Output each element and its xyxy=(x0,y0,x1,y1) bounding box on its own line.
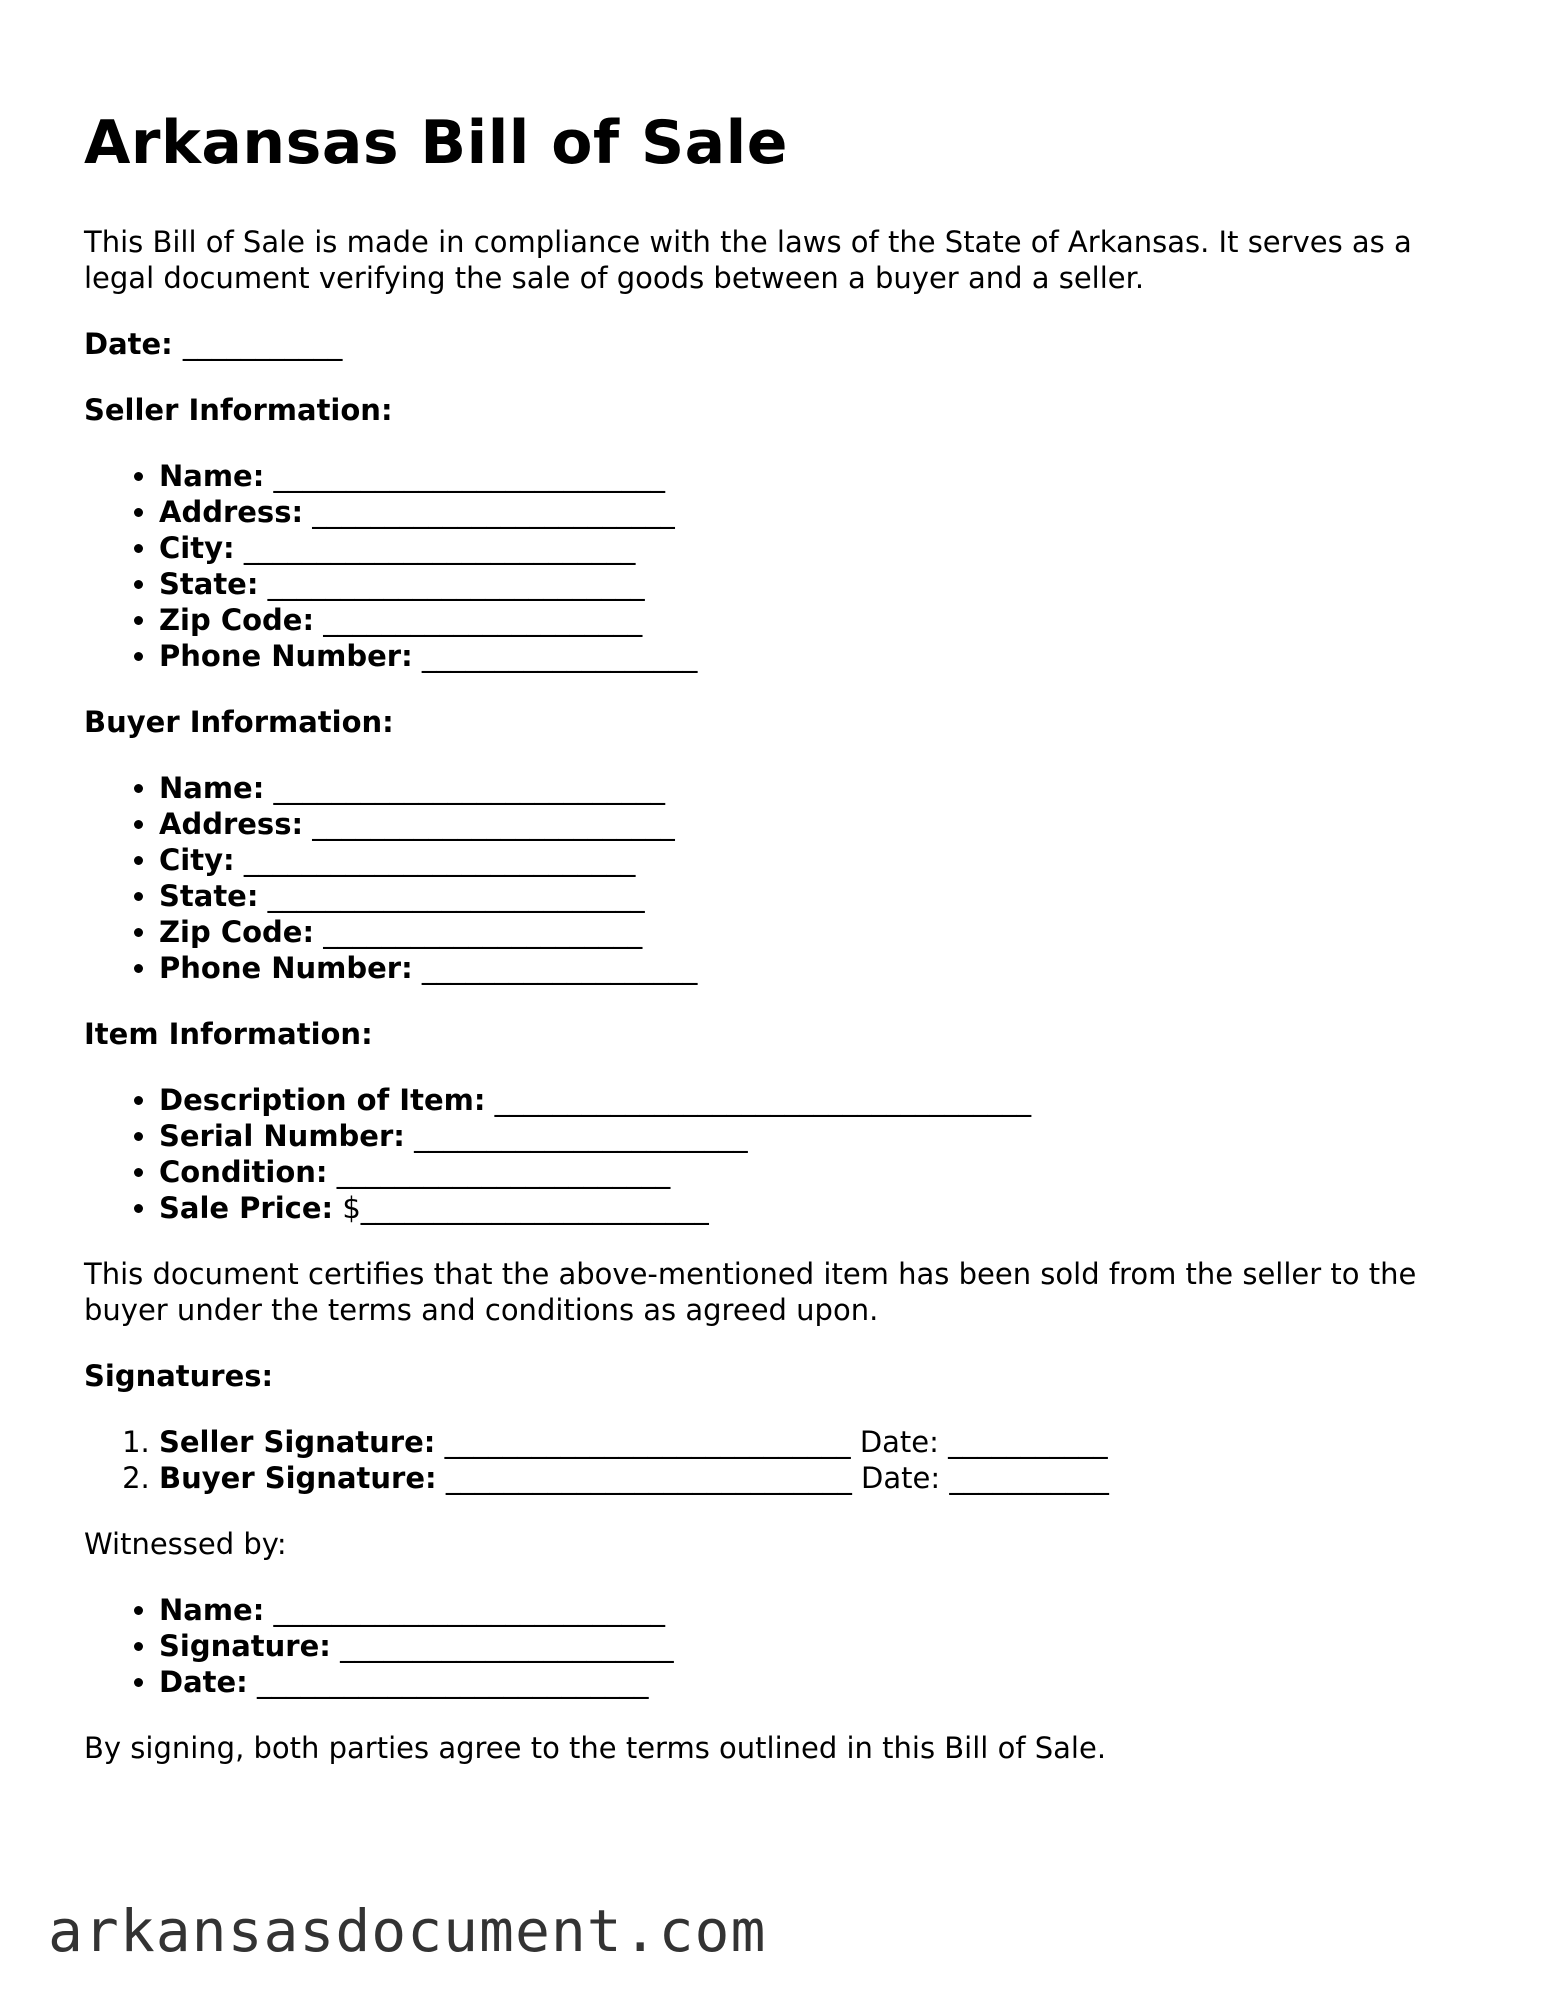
field-blank[interactable]: ______________________ xyxy=(323,915,643,949)
witness-signature-field xyxy=(159,1628,1474,1664)
intro-paragraph: This Bill of Sale is made in compliance with the laws of the State of Arkansas. It serves as a legal document verifying the sale of goods between a buyer and a seller. xyxy=(84,225,1412,295)
field-label: Date: xyxy=(159,1665,248,1699)
document-title: Arkansas Bill of Sale xyxy=(84,108,788,178)
seller-state-field xyxy=(159,566,1474,602)
buyer-signature-row xyxy=(159,1460,1474,1496)
signature-blank[interactable]: ____________________________ xyxy=(444,1425,851,1459)
item-heading: Item Information: xyxy=(84,1017,373,1051)
buyer-address-field xyxy=(159,806,1474,842)
item-description-field xyxy=(159,1082,1474,1118)
field-blank[interactable]: _______________________ xyxy=(336,1155,671,1189)
buyer-name-field xyxy=(159,770,1474,806)
field-label: City: xyxy=(159,531,235,565)
certification-paragraph: This document certifies that the above-mentioned item has been sold from the seller to the buyer under the terms and conditions as agreed upon. xyxy=(84,1257,1417,1327)
field-label: Phone Number: xyxy=(159,951,413,985)
seller-heading: Seller Information: xyxy=(84,393,393,427)
field-label: Serial Number: xyxy=(159,1119,405,1153)
signature-date-label: Date: xyxy=(859,1425,939,1459)
buyer-phone-field xyxy=(159,950,1474,986)
field-label: Phone Number: xyxy=(159,639,413,673)
document-page xyxy=(84,0,1474,1766)
field-label: State: xyxy=(159,567,259,601)
field-label: Signature: xyxy=(159,1629,331,1663)
buyer-fields xyxy=(84,770,1474,986)
item-serial-field xyxy=(159,1118,1474,1154)
closing-paragraph: By signing, both parties agree to the terms outlined in this Bill of Sale. xyxy=(84,1731,1107,1765)
signature-label: Seller Signature: xyxy=(159,1425,436,1459)
signature-blank[interactable]: ____________________________ xyxy=(445,1461,852,1495)
field-label: Name: xyxy=(159,1593,265,1627)
field-label: Name: xyxy=(159,771,265,805)
field-label: City: xyxy=(159,843,235,877)
seller-name-field xyxy=(159,458,1474,494)
witness-heading: Witnessed by: xyxy=(84,1527,287,1561)
field-label: Address: xyxy=(159,807,304,841)
signature-date-label: Date: xyxy=(861,1461,941,1495)
site-watermark: arkansasdocument.com xyxy=(48,1897,767,1965)
field-label: Sale Price: xyxy=(159,1191,334,1225)
field-blank[interactable]: ___________________________ xyxy=(273,1593,666,1627)
field-blank[interactable]: _____________________________________ xyxy=(494,1083,1032,1117)
field-blank[interactable]: __________________________ xyxy=(267,567,645,601)
seller-city-field xyxy=(159,530,1474,566)
field-label: Name: xyxy=(159,459,265,493)
field-blank[interactable]: ___________________________ xyxy=(243,843,636,877)
witness-name-field xyxy=(159,1592,1474,1628)
seller-phone-field xyxy=(159,638,1474,674)
buyer-state-field xyxy=(159,878,1474,914)
field-blank[interactable]: _________________________ xyxy=(312,807,675,841)
field-blank[interactable]: ___________________ xyxy=(421,951,698,985)
field-blank[interactable]: ___________________________ xyxy=(243,531,636,565)
field-blank[interactable]: __________________________ xyxy=(267,879,645,913)
buyer-heading: Buyer Information: xyxy=(84,705,394,739)
witness-date-field xyxy=(159,1664,1474,1700)
field-blank[interactable]: ___________________________ xyxy=(273,771,666,805)
field-blank[interactable]: _______________________ xyxy=(340,1629,674,1663)
field-blank[interactable]: _______________________ xyxy=(414,1119,748,1153)
field-label: Zip Code: xyxy=(159,915,315,949)
signature-date-blank[interactable]: ___________ xyxy=(949,1461,1109,1495)
signature-label: Buyer Signature: xyxy=(159,1461,437,1495)
field-label: State: xyxy=(159,879,259,913)
buyer-zip-field xyxy=(159,914,1474,950)
field-blank[interactable]: $________________________ xyxy=(342,1191,709,1225)
item-condition-field xyxy=(159,1154,1474,1190)
date-label: Date: xyxy=(84,327,173,361)
field-blank[interactable]: _________________________ xyxy=(312,495,675,529)
signature-list xyxy=(84,1424,1474,1496)
seller-address-field xyxy=(159,494,1474,530)
seller-signature-row xyxy=(159,1424,1474,1460)
field-label: Zip Code: xyxy=(159,603,315,637)
buyer-city-field xyxy=(159,842,1474,878)
date-blank[interactable]: ___________ xyxy=(182,327,343,361)
field-label: Address: xyxy=(159,495,304,529)
seller-fields xyxy=(84,458,1474,674)
field-label: Condition: xyxy=(159,1155,328,1189)
witness-fields xyxy=(84,1592,1474,1700)
date-field xyxy=(84,326,1474,362)
seller-zip-field xyxy=(159,602,1474,638)
field-blank[interactable]: ___________________ xyxy=(421,639,698,673)
signature-date-blank[interactable]: ___________ xyxy=(948,1425,1108,1459)
field-blank[interactable]: ______________________ xyxy=(323,603,643,637)
field-blank[interactable]: ___________________________ xyxy=(257,1665,649,1699)
signatures-heading: Signatures: xyxy=(84,1359,274,1393)
item-fields xyxy=(84,1082,1474,1226)
item-price-field xyxy=(159,1190,1474,1226)
field-blank[interactable]: ___________________________ xyxy=(273,459,666,493)
field-label: Description of Item: xyxy=(159,1083,486,1117)
